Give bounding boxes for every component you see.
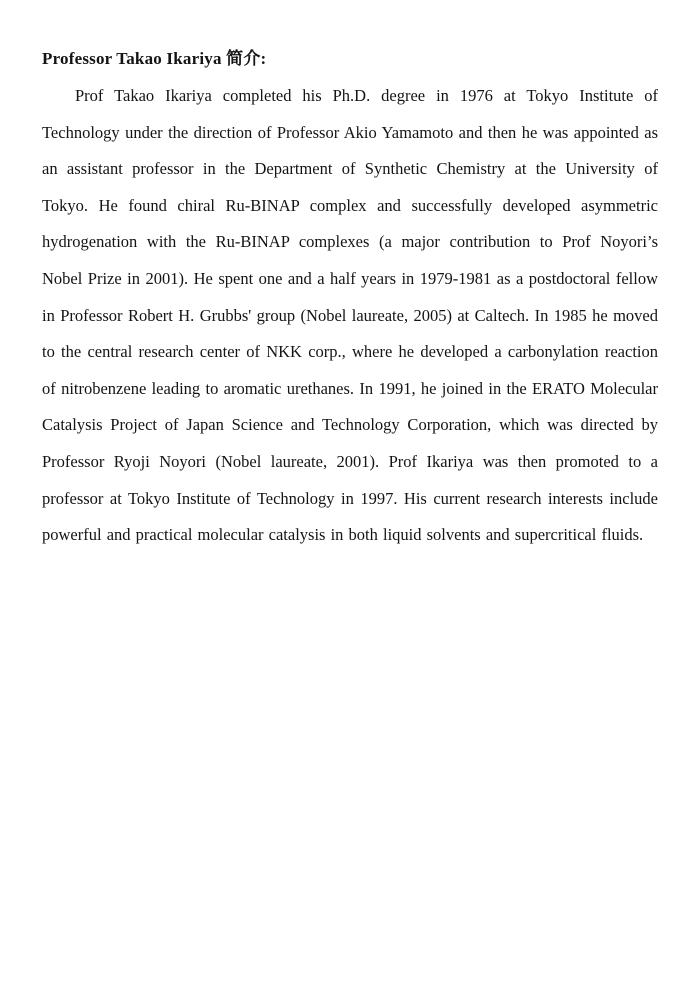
bio-paragraph: Prof Takao Ikariya completed his Ph.D. degree in 1976 at Tokyo Institute of Technology under the direction of Professor Akio Yamamoto and then he was appointed as an assistant professor in the Department of Synthetic Chemistry at the University of Tokyo. He found chiral Ru-BINAP complex and successfully developed asymmetric hydrogenation with the Ru-BINAP complexes (a major contribution to Prof Noyori’s Nobel Prize in 2001). He spent one and a half years in 1979-1981 as a postdoctoral fellow in Professor Robert H. Grubbs' group (Nobel laureate, 2005) at Caltech. In 1985 he moved to the central research center of NKK corp., where he developed a carbonylation reaction of nitrobenzene leading to aromatic urethanes. In 1991, he joined in the ERATO Molecular Catalysis Project of Japan Science and Technology Corporation, which was directed by Professor Ryoji Noyori (Nobel laureate, 2001). Prof Ikariya was then promoted to a professor at Tokyo Institute of Technology in 1997. His current research interests include powerful and practical molecular catalysis in both liquid solvents and supercritical fluids. (42, 86, 658, 545)
bio-heading: Professor Takao Ikariya 简介: (42, 49, 267, 68)
